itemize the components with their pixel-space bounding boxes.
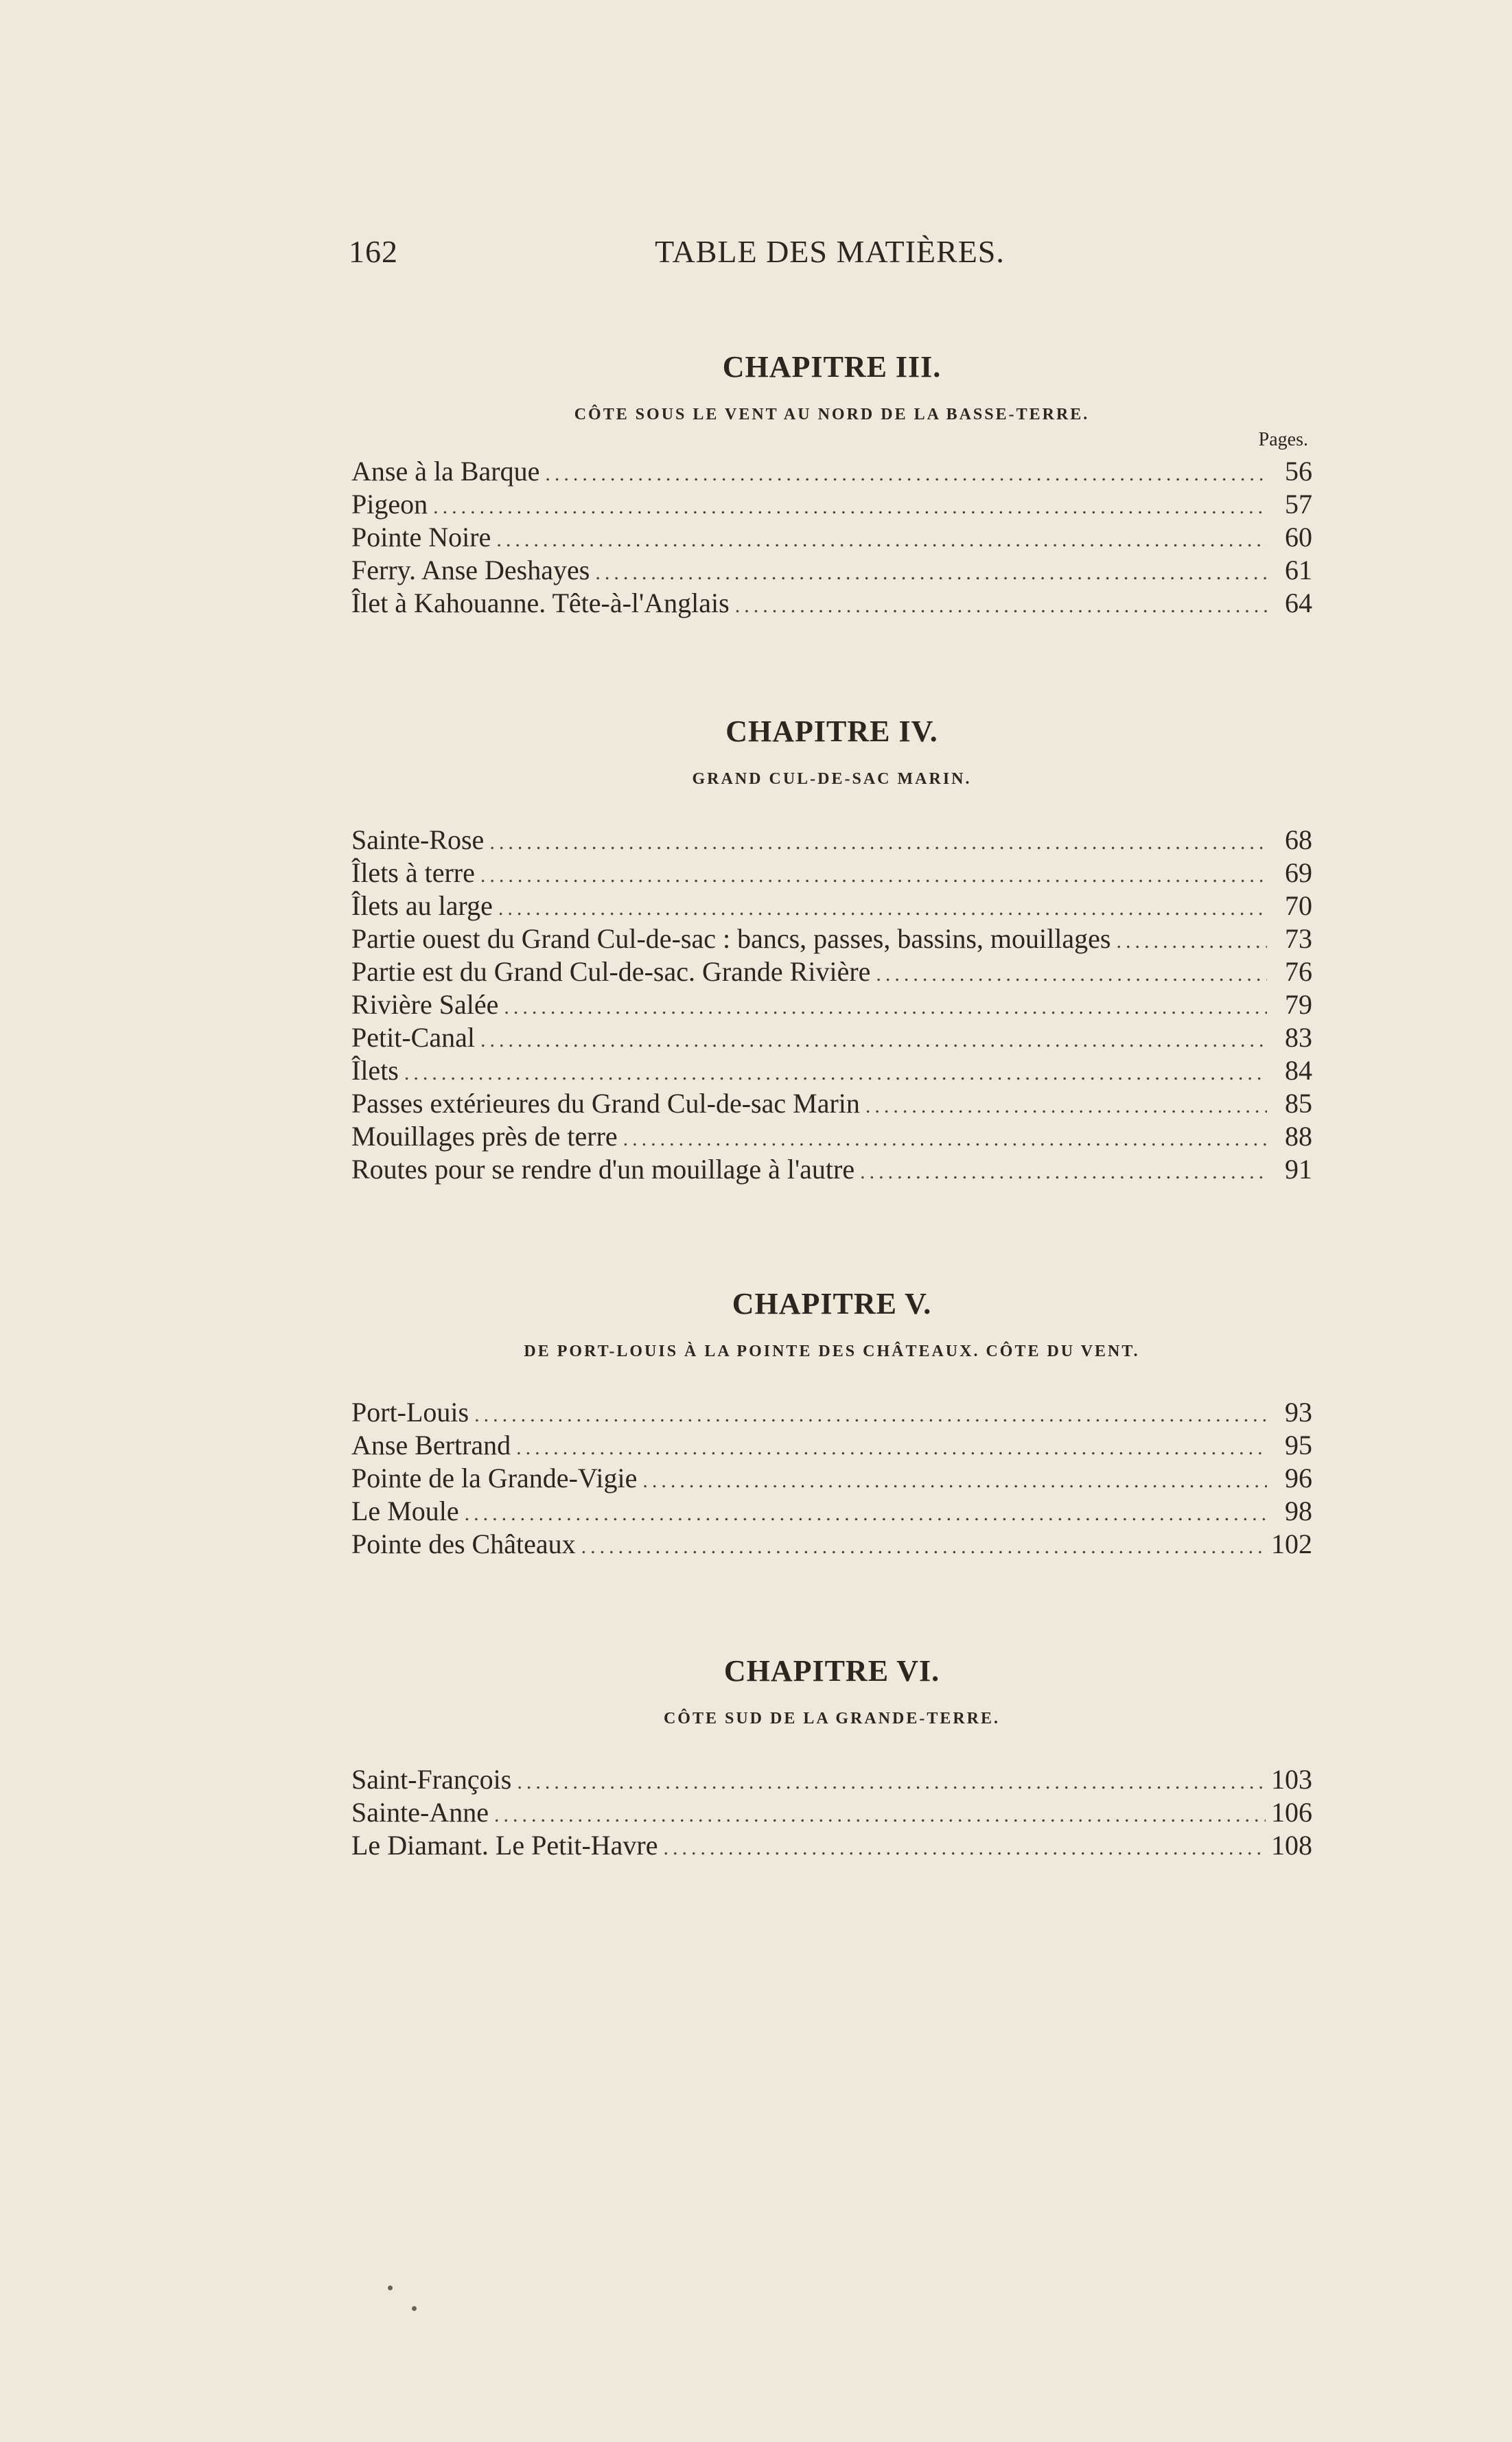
entry-label: Îlets à terre [351,857,475,888]
entry-page: 88 [1285,1121,1312,1152]
entry-page: 68 [1285,824,1312,855]
toc-entry [351,1763,1312,1796]
dot-leader [494,1799,1266,1832]
toc-entry [351,922,1312,955]
entry-page: 98 [1285,1496,1312,1526]
entry-page: 70 [1285,890,1312,921]
chapter-title: CHAPITRE VI. [723,1654,940,1688]
entry-page: 73 [1285,923,1312,954]
chapter-entries [351,1396,1312,1561]
entry-label: Anse Bertrand [351,1430,511,1461]
dot-leader [404,1057,1267,1090]
toc-entry [351,824,1312,857]
entry-label: Sainte-Rose [351,824,485,855]
entry-label: Pointe des Châteaux [351,1528,576,1559]
toc-entry [351,1087,1312,1120]
entry-label: Anse à la Barque [351,456,540,487]
entry-page: 93 [1285,1397,1312,1428]
dot-leader [516,1432,1267,1465]
chapter-title: CHAPITRE V. [732,1287,932,1321]
dot-leader [489,826,1267,859]
chapter-title: CHAPITRE III. [722,350,942,384]
dot-leader [1116,925,1267,958]
toc-entry [351,587,1312,620]
entry-label: Mouillages près de terre [351,1121,618,1152]
dot-leader [504,991,1267,1024]
entry-page: 57 [1285,489,1312,520]
toc-entry [351,857,1312,889]
dot-leader [860,1156,1267,1189]
entry-page: 79 [1285,989,1312,1020]
dot-leader [623,1123,1267,1156]
entry-page: 60 [1285,522,1312,553]
entry-label: Passes extérieures du Grand Cul-de-sac Marin [351,1088,860,1119]
entry-label: Routes pour se rendre d'un mouillage à l'autre [351,1154,855,1185]
entry-page: 91 [1285,1154,1312,1185]
chapter-subtitle: CÔTE SOUS LE VENT AU NORD DE LA BASSE-TERRE. [574,406,1090,423]
page-number: 162 [349,234,398,269]
entry-label: Îlets au large [351,890,493,921]
page-title: TABLE DES MATIÈRES. [655,234,1005,269]
entry-page: 76 [1285,956,1312,987]
toc-entry [351,1528,1312,1561]
dot-leader [517,1766,1266,1799]
entry-page: 61 [1285,555,1312,585]
entry-label: Ferry. Anse Deshayes [351,555,590,585]
entry-label: Petit-Canal [351,1022,475,1053]
dot-leader [642,1465,1267,1498]
toc-entry [351,1462,1312,1495]
entry-label: Pigeon [351,489,428,520]
toc-entry [351,455,1312,488]
entry-label: Îlets [351,1055,399,1086]
toc-entry [351,554,1312,587]
entry-label: Partie est du Grand Cul-de-sac. Grande Rivière [351,956,871,987]
toc-entry [351,1396,1312,1429]
toc-entry [351,1054,1312,1087]
paper-speck [388,2286,393,2290]
chapter-6 [351,1651,1312,1862]
entry-page: 64 [1285,588,1312,618]
dot-leader [595,557,1267,590]
dot-leader [480,1024,1267,1057]
toc-entry [351,1495,1312,1528]
dot-leader [581,1531,1266,1563]
dot-leader [496,524,1267,557]
chapter-4 [351,711,1312,1186]
toc-entry [351,988,1312,1021]
entry-page: 108 [1271,1830,1312,1861]
entry-page: 83 [1285,1022,1312,1053]
pages-column-label: Pages. [1258,429,1308,450]
toc-entry [351,955,1312,988]
entry-label: Pointe de la Grande-Vigie [351,1463,638,1493]
dot-leader [663,1832,1266,1865]
chapter-5 [351,1283,1312,1561]
toc-entry [351,1429,1312,1462]
paper-speck [412,2306,417,2311]
dot-leader [465,1498,1267,1531]
dot-leader [735,590,1267,623]
entry-page: 56 [1285,456,1312,487]
dot-leader [498,892,1267,925]
chapter-title: CHAPITRE IV. [725,714,938,748]
entry-page: 96 [1285,1463,1312,1493]
chapter-3 [351,347,1312,620]
entry-page: 103 [1271,1764,1312,1795]
toc-entry [351,1021,1312,1054]
dot-leader [545,458,1267,491]
chapter-subtitle: GRAND CUL-DE-SAC MARIN. [692,770,972,788]
entry-page: 106 [1271,1797,1312,1828]
chapter-entries [351,455,1312,620]
chapter-subtitle: CÔTE SUD DE LA GRANDE-TERRE. [663,1710,1001,1728]
entry-label: Îlet à Kahouanne. Tête-à-l'Anglais [351,588,730,618]
entry-page: 84 [1285,1055,1312,1086]
toc-entry [351,1829,1312,1862]
dot-leader [865,1090,1267,1123]
chapter-subtitle: DE PORT-LOUIS À LA POINTE DES CHÂTEAUX. CÔTE DU VENT. [524,1342,1140,1360]
entry-page: 95 [1285,1430,1312,1461]
toc-entry [351,1153,1312,1186]
toc-entry [351,521,1312,554]
chapter-entries [351,1763,1312,1862]
entry-label: Partie ouest du Grand Cul-de-sac : bancs, passes, bassins, mouillages [351,923,1111,954]
running-head [349,233,1311,275]
entry-label: Le Diamant. Le Petit-Havre [351,1830,658,1861]
entry-label: Port-Louis [351,1397,469,1428]
entry-page: 69 [1285,857,1312,888]
entry-label: Le Moule [351,1496,459,1526]
dot-leader [433,491,1267,524]
toc-entry [351,889,1312,922]
entry-label: Rivière Salée [351,989,499,1020]
dot-leader [480,859,1267,892]
entry-label: Saint-François [351,1764,512,1795]
dot-leader [876,958,1267,991]
toc-entry [351,1120,1312,1153]
entry-label: Pointe Noire [351,522,491,553]
dot-leader [474,1399,1267,1432]
entry-page: 85 [1285,1088,1312,1119]
toc-entry [351,1796,1312,1829]
entry-label: Sainte-Anne [351,1797,489,1828]
entry-page: 102 [1271,1528,1312,1559]
toc-entry [351,488,1312,521]
chapter-entries [351,824,1312,1186]
